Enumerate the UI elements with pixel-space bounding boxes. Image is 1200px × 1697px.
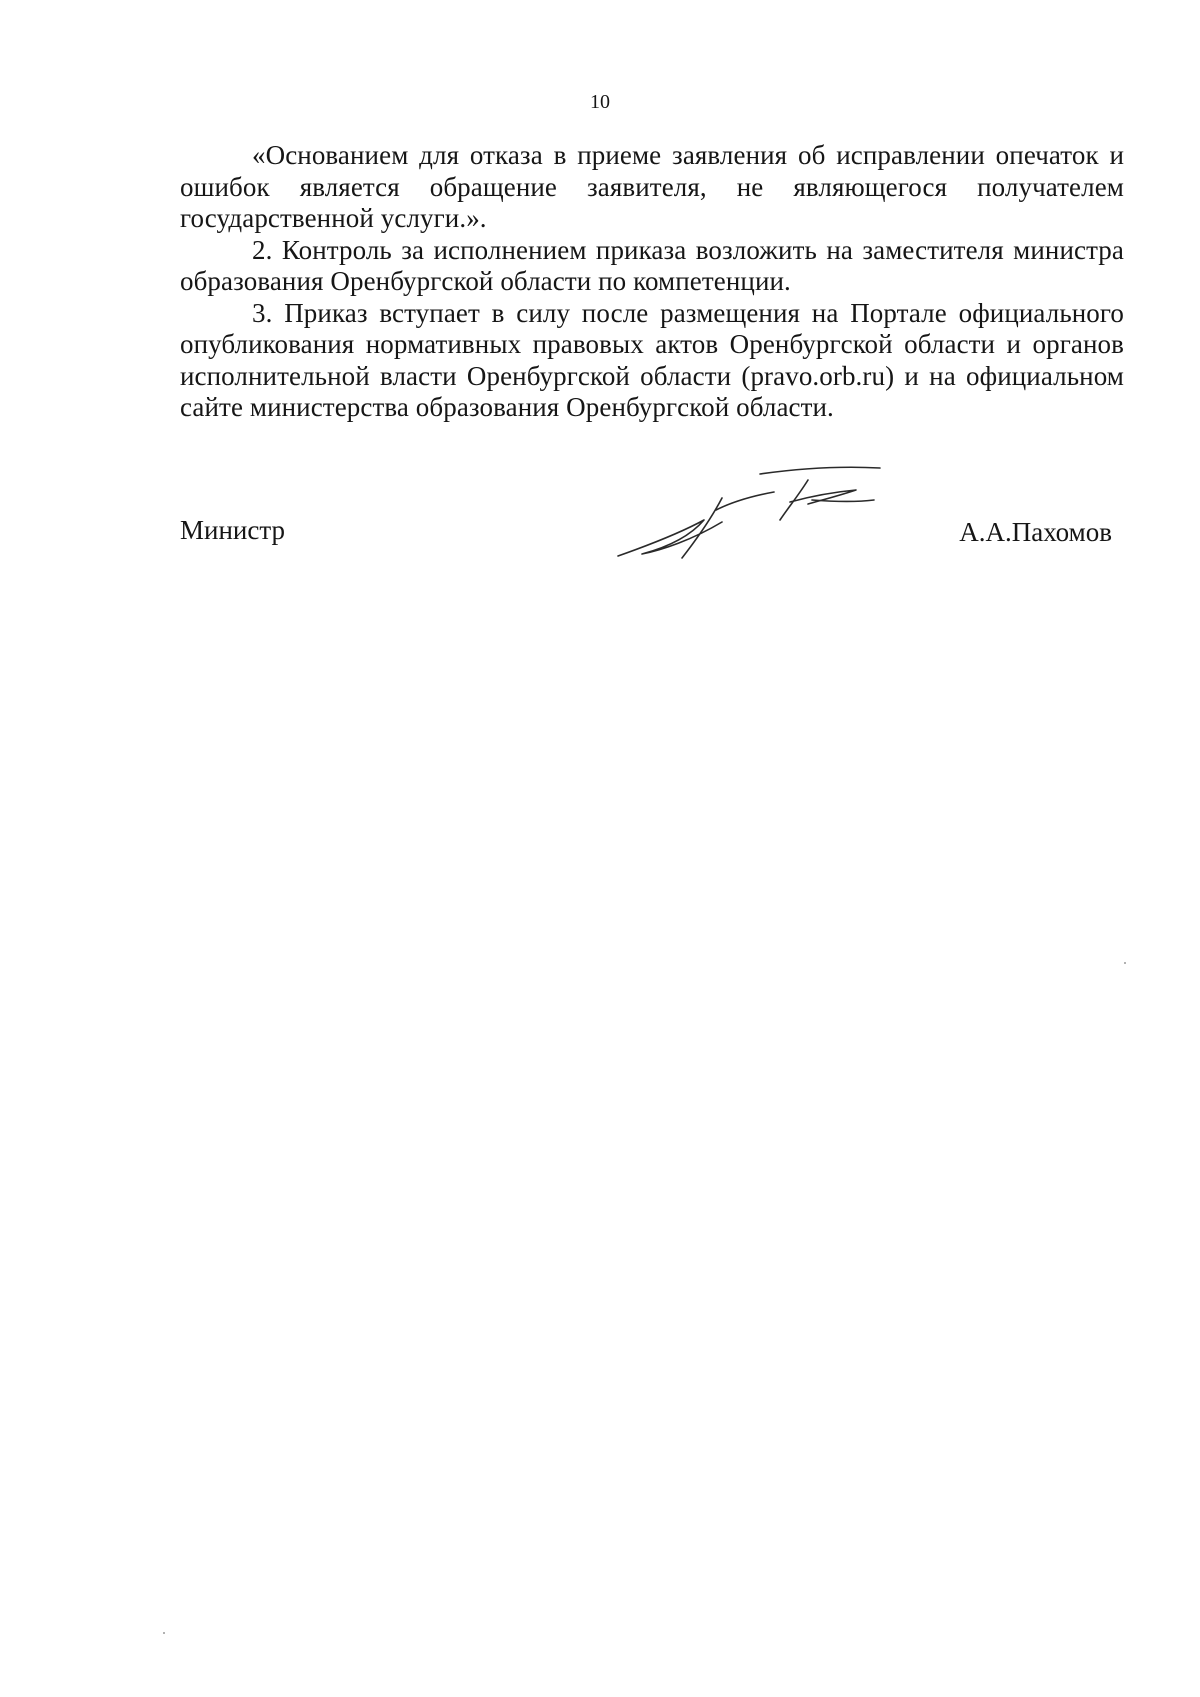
page-number: 10 xyxy=(590,91,610,113)
paragraph-control: 2. Контроль за исполнением приказа возложить на заместителя министра образования Оренбургской области по компетенции. xyxy=(180,234,1124,296)
scan-speck xyxy=(1124,962,1126,964)
signatory-name: А.А.Пахомов xyxy=(959,517,1112,547)
signatory-title: Министр xyxy=(180,515,285,545)
document-body xyxy=(180,140,1124,424)
scan-speck xyxy=(163,1632,165,1634)
handwritten-signature xyxy=(612,462,912,562)
paragraph-refusal-grounds: «Основанием для отказа в приеме заявления об исправлении опечаток и ошибок является обращение заявителя, не являющегося получателем государственной услуги.». xyxy=(180,140,1124,233)
paragraph-entry-into-force: 3. Приказ вступает в силу после размещения на Портале официального опубликования нормативных правовых актов Оренбургской области и органов исполнительной власти Оренбургской области (pravo.orb.ru) и на официальном сайте министерства образования Оренбургской области. xyxy=(180,297,1124,422)
